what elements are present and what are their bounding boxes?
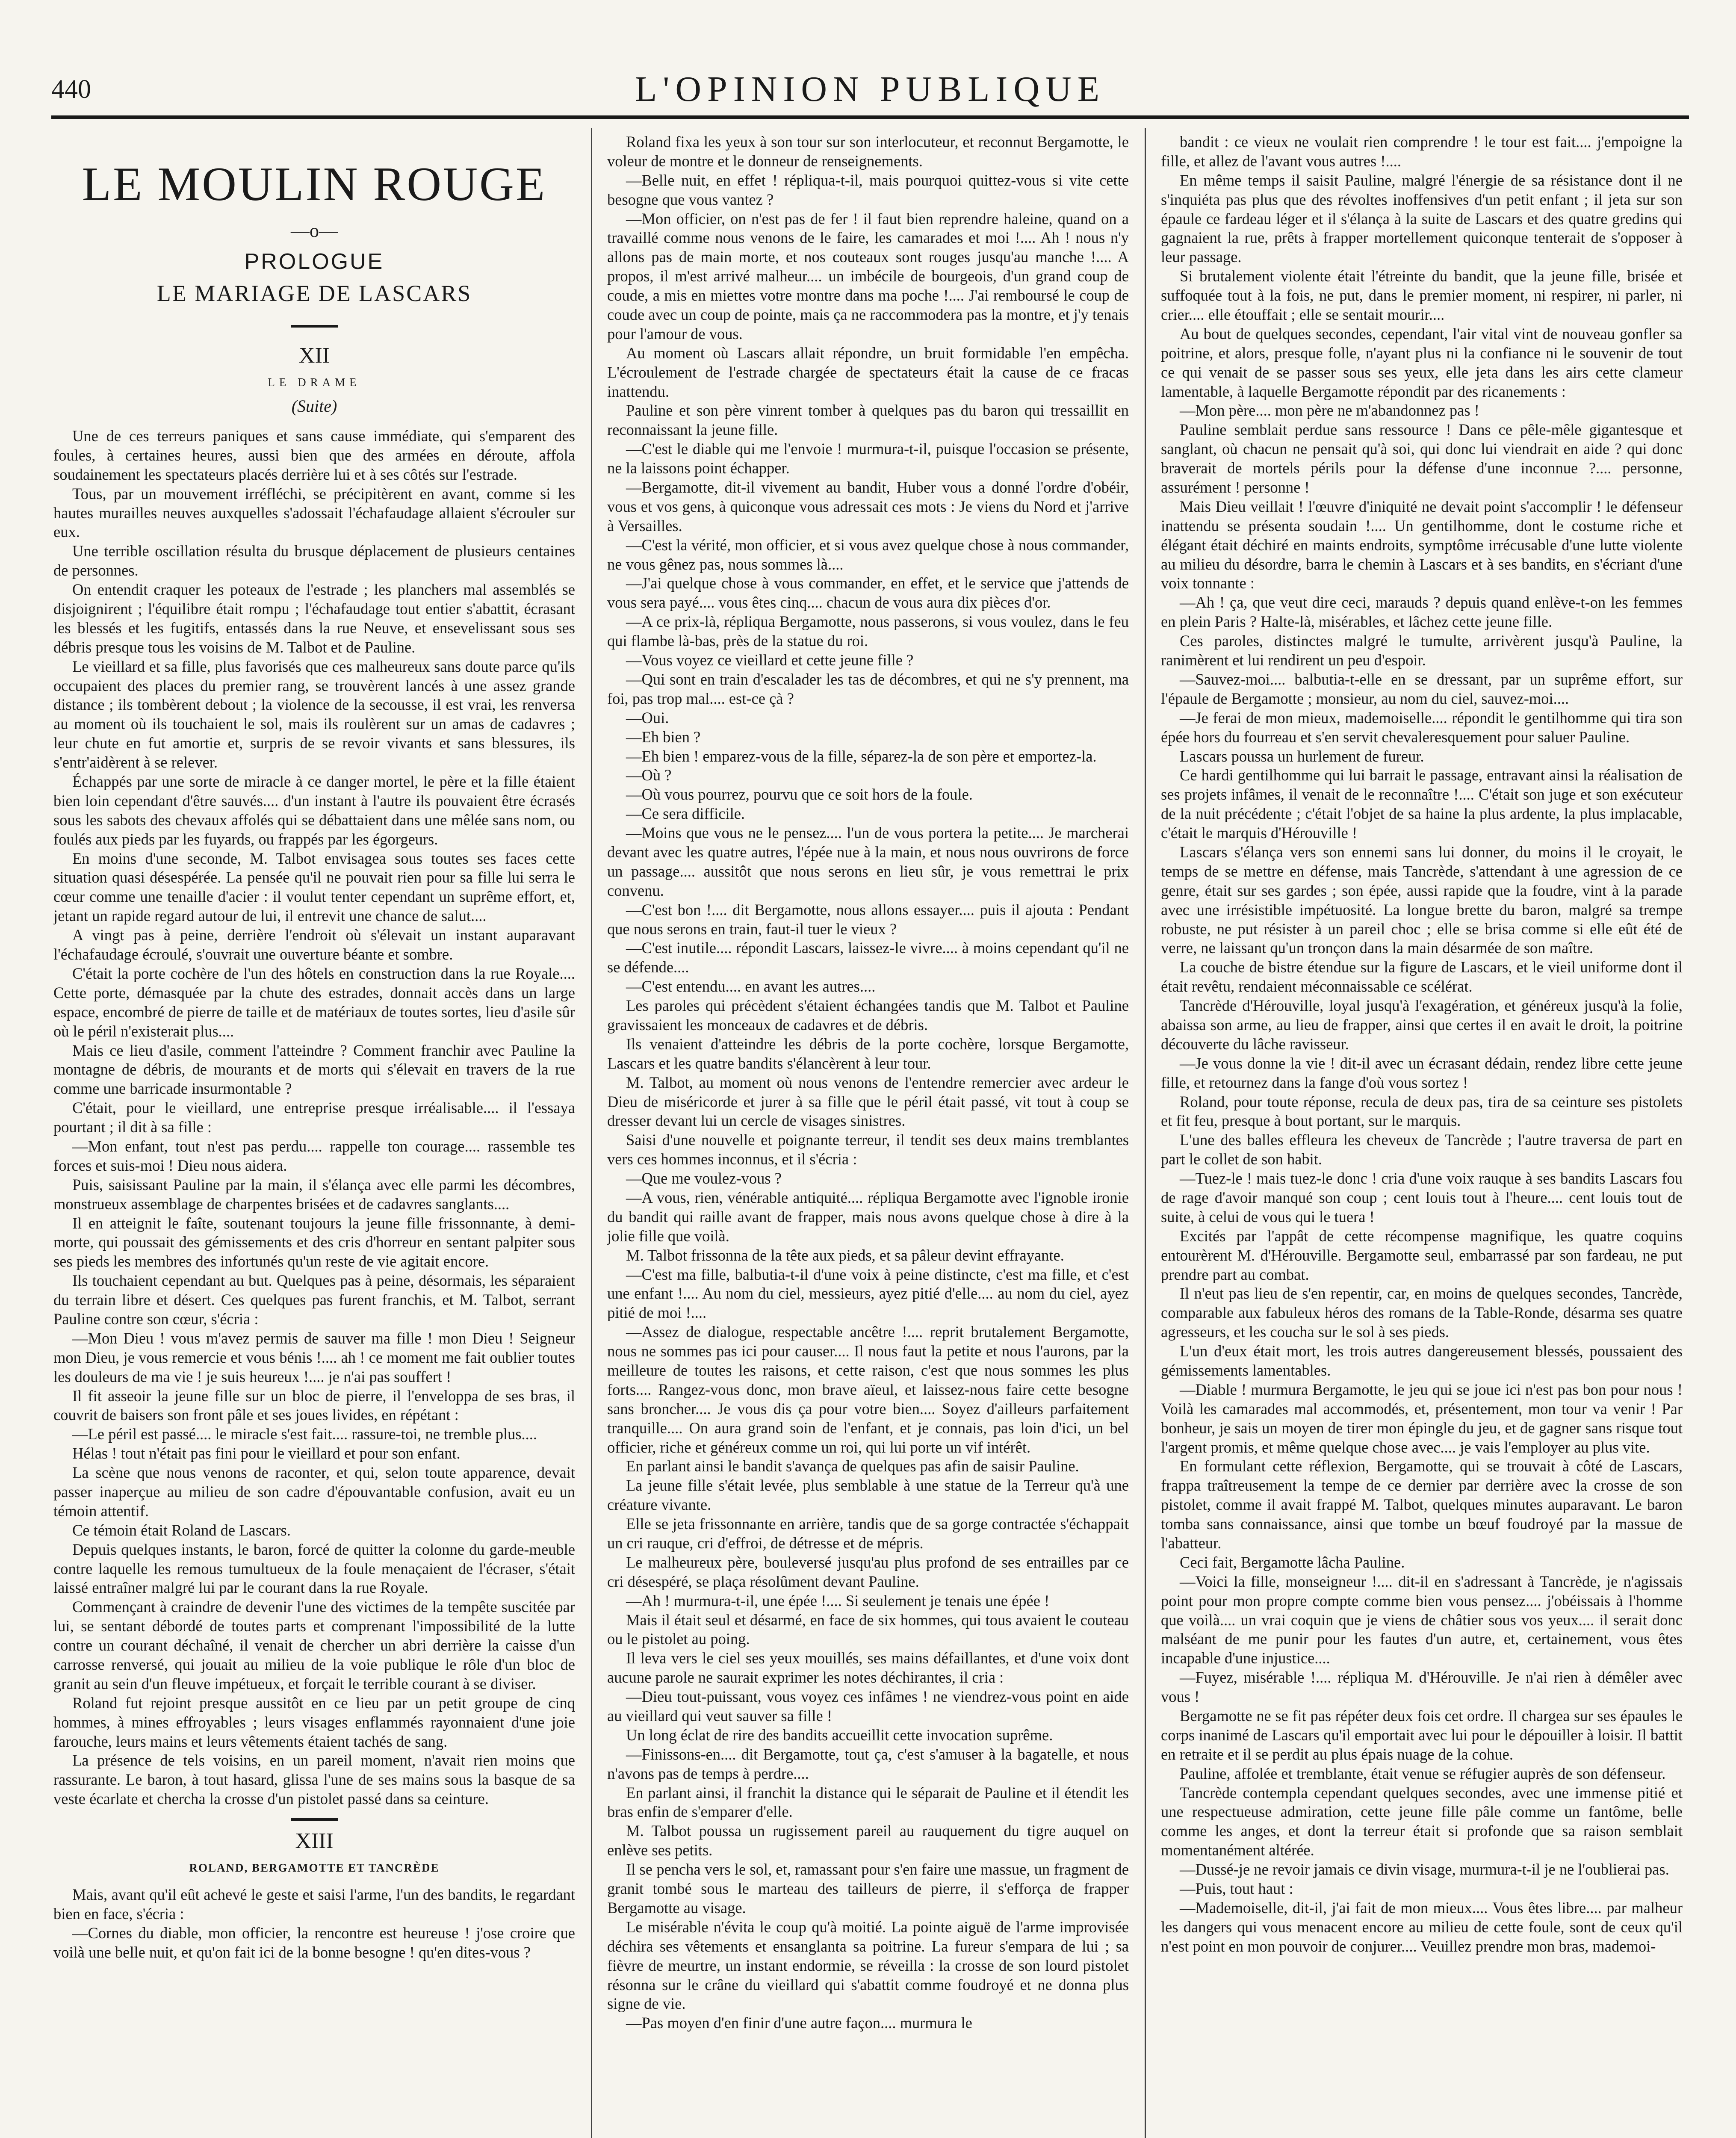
paragraph: —Pas moyen d'en finir d'une autre façon.... murmura le — [626, 2014, 972, 2032]
paragraph: La jeune fille s'était levée, plus semblable à une statue de la Terreur qu'à une créature vivante. — [607, 1477, 1129, 1514]
section-rule — [291, 325, 338, 328]
paragraph: En formulant cette réflexion, Bergamotte, qui se trouvait à côté de Lascars, frappa traîtreusement la tempe de ce dernier par derrière avec la crosse de son pistolet, comme il avait frappé M. Talbot, quelques minutes auparavant. Le baron tomba sans connaissance, ainsi que tombe un bœuf foudroyé par la massue de l'abatteur. — [1161, 1457, 1683, 1552]
page-header — [51, 64, 1689, 119]
paragraph: En moins d'une seconde, M. Talbot envisagea sous toutes ses faces cette situation quasi désespérée. La pensée qu'il ne pouvait rien pour sa fille lui serra le cœur comme une tenaille d'acier : il voulut tenter cependant un suprême effort, et, jetant un rapide regard autour de lui, il entrevit une chance de salut.... — [53, 849, 575, 925]
title-separator: —o— — [291, 220, 338, 242]
paragraph: Puis, saisissant Pauline par la main, il s'élança avec elle parmi les décombres, monstrueux assemblage de charpentes brisées et de cadavres sanglants.... — [53, 1175, 575, 1213]
paragraph: Lascars s'élança vers son ennemi sans lui donner, du moins il le croyait, le temps de se mettre en défense, mais Tancrède, s'attendant à une agression de ce genre, était sur ses gardes ; son épée, aussi rapide que la foudre, vint à la parade avec une irrésistible impétuosité. La longue brette du baron, malgré sa trempe robuste, ne put résister à un pareil choc ; elle se brisa comme si elle eût été de verre, ne laissant qu'un tronçon dans la main désarmée de son maître. — [1161, 843, 1683, 957]
paragraph: —Je ferai de mon mieux, mademoiselle.... répondit le gentilhomme qui tira son épée hors du fourreau et s'en servit chevaleresquement pour saluer Pauline. — [1161, 709, 1683, 746]
paragraph: Au moment où Lascars allait répondre, un bruit formidable l'en empêcha. L'écroulement de l'estrade chargée de spectateurs était la cause de ce fracas inattendu. — [607, 344, 1129, 400]
paragraph: —Bergamotte, dit-il vivement au bandit, Huber vous a donné l'ordre d'obéir, vous et vos gens, à quiconque vous adressait ces mots : Je viens du Nord et j'arrive à Versailles. — [607, 478, 1129, 534]
paragraph: —Mademoiselle, dit-il, j'ai fait de mon mieux.... Vous êtes libre.... par malheur les dangers qui vous menacent encore au milieu de cette foule, sont de ceux qu'il n'est point en mon pouvoir de conjurer.... Veuillez prendre mon bras, mademoi- — [1161, 1899, 1683, 1955]
paragraph: —C'est ma fille, balbutia-t-il d'une voix à peine distincte, c'est ma fille, et c'est une enfant !.... Au nom du ciel, messieurs, ayez pitié d'elle.... au nom du ciel, ayez pitié de moi !.... — [607, 1265, 1129, 1322]
paragraph: Mais ce lieu d'asile, comment l'atteindre ? Comment franchir avec Pauline la montagne de débris, de mourants et de morts qui s'élevait en travers de la rue comme une barricade insurmontable ? — [53, 1041, 575, 1098]
chapter-13-title: ROLAND, BERGAMOTTE ET TANCRÈDE — [189, 1861, 440, 1875]
paragraph: —Ah ! murmura-t-il, une épée !.... Si seulement je tenais une épée ! — [626, 1592, 1050, 1609]
paragraph: M. Talbot, au moment où nous venons de l'entendre remercier avec ardeur le Dieu de miséricorde et jurer à sa fille que le péril était passé, vit tout à coup se dresser devant lui un cercle de visages sinistres. — [607, 1073, 1129, 1130]
page-number: 440 — [51, 75, 91, 104]
paragraph: Une terrible oscillation résulta du brusque déplacement de plusieurs centaines de personnes. — [53, 542, 575, 579]
paragraph: Saisi d'une nouvelle et poignante terreur, il tendit ses deux mains tremblantes vers ces hommes inconnus, et il s'écria : — [607, 1131, 1129, 1168]
paragraph: —Vous voyez ce vieillard et cette jeune fille ? — [626, 651, 914, 669]
paragraph: —Tuez-le ! mais tuez-le donc ! cria d'une voix rauque à ses bandits Lascars fou de rage d'avoir manqué son coup ; cent louis tout à l'heure.... cent louis tout de suite, à celui de vous qui le tuera ! — [1161, 1169, 1683, 1226]
paragraph: —Le péril est passé.... le miracle s'est fait.... rassure-toi, ne tremble plus.... — [72, 1425, 537, 1443]
paragraph: En même temps il saisit Pauline, malgré l'énergie de sa résistance dont il ne s'inquiéta pas plus que des révoltes inoffensives d'un petit enfant ; il jeta sur son épaule ce fardeau léger et il s'élança à la suite de Lascars et des quatre gredins qui gagnaient la rue, prêts à frapper mortellement quiconque tenterait de s'opposer à leur passage. — [1161, 171, 1683, 266]
paragraph: Pauline et son père vinrent tomber à quelques pas du baron qui tressaillit en reconnaissant la jeune fille. — [607, 402, 1129, 439]
paragraph: Roland, pour toute réponse, recula de deux pas, tira de sa ceinture ses pistolets et fit feu, presque à bout portant, sur le marquis. — [1161, 1093, 1683, 1130]
paragraph: La scène que nous venons de raconter, et qui, selon toute apparence, devait passer inaperçue au milieu de son cadre d'épouvantable confusion, avait eu un témoin attentif. — [53, 1464, 575, 1520]
paragraph: Ces paroles, distinctes malgré le tumulte, arrivèrent jusqu'à Pauline, la ranimèrent et lui rendirent un peu d'espoir. — [1161, 632, 1683, 669]
paragraph: —Mon officier, on n'est pas de fer ! il faut bien reprendre haleine, quand on a travaillé comme nous venons de le faire, les camarades et moi !.... Ah ! nous n'y allons pas de main morte, et nos couteaux sont rouges jusqu'au manche !.... A propos, il m'est arrivé malheur.... un imbécile de bourgeois, d'un grand coup de coude, a mis en miettes votre montre dans ma poche !.... J'ai remboursé le coup de coude avec un coup de pointe, mais ça ne raccommodera pas la montre, et j'y tenais pour l'amour de vous. — [607, 210, 1129, 343]
paragraph: —Fuyez, misérable !.... répliqua M. d'Hérouville. Je n'ai rien à démêler avec vous ! — [1161, 1668, 1683, 1706]
paragraph: —Je vous donne la vie ! dit-il avec un écrasant dédain, rendez libre cette jeune fille, et retournez dans la fange d'où vous sortez ! — [1161, 1054, 1683, 1091]
paragraph: Le misérable n'évita le coup qu'à moitié. La pointe aiguë de l'arme improvisée déchira ses vêtements et ensanglanta sa poitrine. La fureur s'empara de lui ; sa fièvre de meurtre, un instant endormie, se réveilla : la crosse de son lourd pistolet résonna sur le crâne du vieillard qui s'abattit comme foudroyé et ne donna plus signe de vie. — [607, 1918, 1129, 2013]
paragraph: Il se pencha vers le sol, et, ramassant pour s'en faire une massue, un fragment de granit tombé sous le marteau des tailleurs de pierre, il s'efforça de frapper Bergamotte au visage. — [607, 1860, 1129, 1917]
paragraph: —C'est le diable qui me l'envoie ! murmura-t-il, puisque l'occasion se présente, ne la laissons point échapper. — [607, 440, 1129, 477]
paragraph: —Finissons-en.... dit Bergamotte, tout ça, c'est s'amuser à la bagatelle, et nous n'avons pas de temps à perdre.... — [607, 1745, 1129, 1782]
column-1 — [53, 133, 575, 2138]
paragraph: —Que me voulez-vous ? — [626, 1169, 782, 1187]
paragraph: Ils touchaient cependant au but. Quelques pas à peine, désormais, les séparaient du terrain libre et désert. Ces quelques pas furent franchis, et M. Talbot, serrant Pauline contre son cœur, s'écria : — [53, 1272, 575, 1328]
paragraph: —Ah ! ça, que veut dire ceci, marauds ? depuis quand enlève-t-on les femmes en plein Paris ? Halte-là, misérables, et lâchez cette jeune fille. — [1161, 594, 1683, 631]
column-2-body — [607, 133, 1129, 2033]
paragraph: Ce témoin était Roland de Lascars. — [72, 1521, 291, 1539]
paragraph: —A vous, rien, vénérable antiquité.... répliqua Bergamotte avec l'ignoble ironie du bandit qui raille avant de frapper, mais nous avons quelque chose à dire à la jolie fille que voilà. — [607, 1188, 1129, 1245]
paragraph: —Assez de dialogue, respectable ancêtre !.... reprit brutalement Bergamotte, nous ne sommes pas ici pour causer.... Il nous faut la petite et nous l'aurons, par la meilleure de toutes les raisons, et cette raison, c'est que nous sommes les plus forts.... Rangez-vous donc, mon brave aïeul, et laissez-nous faire cette besogne sans broncher.... Je vous dis ça pour votre bien.... Soyez d'ailleurs parfaitement tranquille.... On aura grand soin de l'enfant, et je connais, pas loin d'ici, un bel officier, riche et généreux comme un roi, qui lui porte un vif intérêt. — [607, 1323, 1129, 1456]
paragraph: —Cornes du diable, mon officier, la rencontre est heureuse ! j'ose croire que voilà une belle nuit, et qu'on fait ici de la bonne besogne ! qu'en dites-vous ? — [53, 1924, 575, 1961]
paragraph: —Puis, tout haut : — [1180, 1880, 1293, 1898]
article-subtitle: LE MARIAGE DE LASCARS — [156, 281, 472, 307]
paragraph: En parlant ainsi le bandit s'avança de quelques pas afin de saisir Pauline. — [626, 1457, 1079, 1475]
paragraph: Hélas ! tout n'était pas fini pour le vieillard et pour son enfant. — [72, 1444, 461, 1462]
paragraph: —Eh bien ! emparez-vous de la fille, séparez-la de son père et emportez-la. — [626, 747, 1097, 765]
paragraph: Il n'eut pas lieu de s'en repentir, car, en moins de quelques secondes, Tancrède, comparable aux fabuleux héros des romans de la Table-Ronde, désarma ses quatre agresseurs, et les coucha sur le sol à ses pieds. — [1161, 1285, 1683, 1341]
paragraph: On entendit craquer les poteaux de l'estrade ; les planchers mal assemblés se disjoignirent ; l'équilibre était rompu ; l'échafaudage tout entier s'abattit, écrasant les blessés et les fugitifs, entassés dans la rue Neuve, et ensevelissant sous ses débris presque tous les voisins de M. Talbot et de Pauline. — [53, 581, 575, 656]
paragraph: —C'est la vérité, mon officier, et si vous avez quelque chose à nous commander, ne vous gênez pas, nous sommes là.... — [607, 536, 1129, 573]
paragraph: —A ce prix-là, répliqua Bergamotte, nous passerons, si vous voulez, dans le feu qui flambe là-bas, près de la statue du roi. — [607, 613, 1129, 650]
chapter-12-title: LE DRAME — [268, 375, 361, 389]
paragraph: Roland fixa les yeux à son tour sur son interlocuteur, et reconnut Bergamotte, le voleur de montre et le donneur de renseignements. — [607, 133, 1129, 170]
paragraph: —Qui sont en train d'escalader les tas de décombres, et qui ne s'y prennent, ma foi, pas trop mal.... est-ce çà ? — [607, 670, 1129, 707]
paragraph: C'était la porte cochère de l'un des hôtels en construction dans la rue Royale.... Cette porte, démasquée par la chute des estrades, donnait accès dans un large espace, encombré de pierre de taille et de matériaux de toutes sortes, lieu d'asile sûr où le péril n'existerait plus.... — [53, 964, 575, 1040]
paragraph: Le vieillard et sa fille, plus favorisés que ces malheureux sans doute parce qu'ils occupaient des places du premier rang, se trouvèrent lancés à une assez grande distance ; ils tombèrent debout ; la violence de la secousse, il est vrai, les renversa au moment où ils touchaient le sol, mais ils roulèrent sur un amas de cadavres ; leur chute en fut amortie et, surpris de se revoir vivants et sans blessures, ils s'entr'aidèrent à se relever. — [53, 657, 575, 771]
paragraph: Au bout de quelques secondes, cependant, l'air vital vint de nouveau gonfler sa poitrine, et alors, presque folle, n'ayant plus ni la confiance ni le souvenir de tout ce qui venait de se passer sous ses yeux, elle jeta dans les airs cette clameur lamentable, à laquelle Bergamotte répondit par des ricanements : — [1161, 325, 1683, 400]
chapter-12-suite: (Suite) — [291, 396, 337, 416]
paragraph: Lascars poussa un hurlement de fureur. — [1180, 747, 1424, 765]
paragraph: Échappés par une sorte de miracle à ce danger mortel, le père et la fille étaient bien loin cependant d'être sauvés.... d'un instant à l'autre ils pouvaient être écrasés sous les sabots des chevaux affolés qui se débattaient dans une mêlée sans nom, ou foulés aux pieds par les fuyards, ou frappés par les égorgeurs. — [53, 773, 575, 848]
paragraph: En parlant ainsi, il franchit la distance qui le séparait de Pauline et il étendit les bras enfin de s'emparer d'elle. — [607, 1784, 1129, 1821]
paragraph: Elle se jeta frissonnante en arrière, tandis que de sa gorge contractée s'échappait un cri rauque, cri d'effroi, de détresse et de mépris. — [607, 1515, 1129, 1552]
prologue-heading: PROLOGUE — [244, 249, 384, 275]
paragraph: Il fit asseoir la jeune fille sur un bloc de pierre, il l'enveloppa de ses bras, il couvrit de baisers son front pâle et ses joues livides, en répétant : — [53, 1387, 575, 1424]
paragraph: Il leva vers le ciel ses yeux mouillés, ses mains défaillantes, et d'une voix dont aucune parole ne saurait exprimer les notes déchirantes, il cria : — [607, 1649, 1129, 1686]
paragraph: M. Talbot poussa un rugissement pareil au rauquement du tigre auquel on enlève ses petits. — [607, 1822, 1129, 1859]
paragraph: Ceci fait, Bergamotte lâcha Pauline. — [1180, 1553, 1405, 1571]
paragraph: —Belle nuit, en effet ! répliqua-t-il, mais pourquoi quittez-vous si vite cette besogne que vous vantez ? — [607, 171, 1129, 208]
paragraph: Depuis quelques instants, le baron, forcé de quitter la colonne du garde-meuble contre laquelle les remous tumultueux de la foule menaçaient de l'écraser, s'était laissé entraîner malgré lui par le courant dans la rue Royale. — [53, 1540, 575, 1597]
column-1-body — [53, 427, 575, 1809]
chapter-13-number: XIII — [295, 1829, 334, 1854]
paragraph: Il en atteignit le faîte, soutenant toujours la jeune fille frissonnante, à demi-morte, qui poussait des gémissements et des cris d'horreur en sentant palpiter sous ses pieds les membres des infortunés qu'un reste de vie agitait encore. — [53, 1214, 575, 1270]
paragraph: —Voici la fille, monseigneur !.... dit-il en s'adressant à Tancrède, je n'agissais point pour mon propre compte comme bien vous pensez.... j'obéissais à l'homme que voilà.... un vrai coquin que je viens de châtier sous vos yeux.... il serait donc malséant de me punir pour les fautes d'un autre, et, certainement, vous êtes incapable d'une injustice.... — [1161, 1572, 1683, 1667]
paragraph: Si brutalement violente était l'étreinte du bandit, que la jeune fille, brisée et suffoquée tout à la fois, ne put, dans le premier moment, ni respirer, ni parler, ni crier.... elle étouffait ; elle se sentait mourir.... — [1161, 267, 1683, 324]
paragraph: L'un d'eux était mort, les trois autres dangereusement blessés, poussaient des gémissements lamentables. — [1161, 1342, 1683, 1379]
paragraph: —C'est bon !.... dit Bergamotte, nous allons essayer.... puis il ajouta : Pendant que nous serons en train, faut-il tuer le vieux ? — [607, 901, 1129, 938]
paragraph: —Où vous pourrez, pourvu que ce soit hors de la foule. — [626, 786, 973, 803]
column-3 — [1161, 133, 1683, 2138]
paragraph: —Diable ! murmura Bergamotte, le jeu qui se joue ici n'est pas bon pour nous ! Voilà les camarades mal accommodés, et, présentement, mon tour va venir ! Par bonheur, je sais un moyen de tirer mon épingle du jeu, et de gagner sans risque tout l'argent promis, et même quelque chose avec.... je vais l'employer au plus vite. — [1161, 1380, 1683, 1456]
paragraph: Tous, par un mouvement irréfléchi, se précipitèrent en avant, comme si les hautes murailles neuves auxquelles s'adossait l'échafaudage allaient s'écrouler sur eux. — [53, 484, 575, 541]
paragraph: —Dieu tout-puissant, vous voyez ces infâmes ! ne viendrez-vous point en aide au vieillard qui veut sauver sa fille ! — [607, 1688, 1129, 1725]
paragraph: —Oui. — [626, 709, 669, 726]
paragraph: Pauline semblait perdue sans ressource ! Dans ce pêle-mêle gigantesque et sanglant, où chacun ne pensait qu'à soi, qui donc lui viendrait en aide ? qui donc braverait de mortels périls pour la défense d'une inconnue ?.... personne, assurément ! personne ! — [1161, 421, 1683, 496]
paragraph: Tancrède d'Hérouville, loyal jusqu'à l'exagération, et généreux jusqu'à la folie, abaissa son arme, au lieu de frapper, ainsi que certes il en avait le droit, la poitrine découverte du lâche ravisseur. — [1161, 997, 1683, 1053]
paragraph: M. Talbot frissonna de la tête aux pieds, et sa pâleur devint effrayante. — [626, 1246, 1064, 1264]
paragraph: Ce hardi gentilhomme qui lui barrait le passage, entravant ainsi la réalisation de ses projets infâmes, il venait de le reconnaître !.... C'était son juge et son exécuteur de la nuit précédente ; c'était l'objet de sa haine la plus ardente, la plus implacable, c'était le marquis d'Hérouville ! — [1161, 766, 1683, 842]
paragraph: Roland fut rejoint presque aussitôt en ce lieu par un petit groupe de cinq hommes, à mines effroyables ; leurs visages enflammés rayonnaient d'une joie farouche, leurs mains et leurs vêtements étaient tachés de sang. — [53, 1694, 575, 1750]
column-divider — [591, 128, 592, 2138]
paragraph: —Ce sera difficile. — [626, 805, 745, 823]
paragraph: —Sauvez-moi.... balbutia-t-elle en se dressant, par un suprême effort, sur l'épaule de Bergamotte ; monsieur, au nom du ciel, sauvez-moi.... — [1161, 670, 1683, 707]
paragraph: Excités par l'appât de cette récompense magnifique, les quatre coquins entourèrent M. d'Hérouville. Bergamotte seul, embarrassé par son fardeau, ne put prendre part au combat. — [1161, 1227, 1683, 1283]
paragraph: —C'est inutile.... répondit Lascars, laissez-le vivre.... à moins cependant qu'il ne se défende.... — [607, 939, 1129, 976]
paragraph: Bergamotte ne se fit pas répéter deux fois cet ordre. Il chargea sur ses épaules le corps inanimé de Lascars qu'il emportait avec lui pour le dépouiller à loisir. Il battit en retraite et il se perdit au plus épais nuage de la cohue. — [1161, 1707, 1683, 1763]
column-2 — [607, 133, 1129, 2138]
paragraph: Un long éclat de rire des bandits accueillit cette invocation suprême. — [626, 1726, 1053, 1744]
paragraph: Commençant à craindre de devenir l'une des victimes de la tempête suscitée par lui, se sentant débordé de toutes parts et comprenant l'impossibilité de la lutte contre un courant déchaîné, il venait de chercher un abri derrière la caisse d'un carrosse renversé, qui jouait au milieu de la voie publique le rôle d'un bloc de granit au sein d'un fleuve impétueux, et forçait le terrible courant à se diviser. — [53, 1598, 575, 1692]
section-rule — [291, 1818, 338, 1821]
paragraph: Pauline, affolée et tremblante, était venue se réfugier auprès de son défenseur. — [1180, 1764, 1666, 1782]
paragraph: —Mon père.... mon père ne m'abandonnez pas ! — [1180, 402, 1479, 419]
journal-title: L'OPINION PUBLIQUE — [635, 69, 1106, 109]
paragraph: Mais Dieu veillait ! l'œuvre d'iniquité ne devait point s'accomplir ! le défenseur inattendu se présenta soudain !.... Un gentilhomme, dont le costume riche et élégant était déchiré en maints endroits, symptôme irrécusable d'une lutte violente au milieu du désordre, barra le chemin à Lascars et à ses bandits, en s'écriant d'une voix tonnante : — [1161, 497, 1683, 592]
paragraph: Une de ces terreurs paniques et sans cause immédiate, qui s'emparent des foules, à certaines heures, aussi bien que des armées en déroute, affola soudainement les spectateurs placés derrière lui et à ses côtés sur l'estrade. — [53, 427, 575, 483]
paragraph: —Mon enfant, tout n'est pas perdu.... rappelle ton courage.... rassemble tes forces et suis-moi ! Dieu nous aidera. — [53, 1137, 575, 1174]
chapter-12-number: XII — [298, 343, 330, 368]
paragraph: —Dussé-je ne revoir jamais ce divin visage, murmura-t-il je ne l'oublierai pas. — [1180, 1860, 1669, 1878]
paragraph: Tancrède contempla cependant quelques secondes, avec une immense pitié et une respectueuse admiration, cette jeune fille pâle comme un fantôme, belle comme les anges, et dont la terreur était si profonde que sa raison semblait momentanément altérée. — [1161, 1784, 1683, 1859]
column-3-body — [1161, 133, 1683, 1956]
paragraph: Mais il était seul et désarmé, en face de six hommes, qui tous avaient le couteau ou le pistolet au poing. — [607, 1611, 1129, 1648]
paragraph: Le malheureux père, bouleversé jusqu'au plus profond de ses entrailles par ce cri désespéré, se plaça résolûment devant Pauline. — [607, 1553, 1129, 1590]
paragraph: Les paroles qui précèdent s'étaient échangées tandis que M. Talbot et Pauline gravissaient les monceaux de cadavres et de débris. — [607, 997, 1129, 1034]
paragraph: —Eh bien ? — [626, 728, 701, 746]
paragraph: C'était, pour le vieillard, une entreprise presque irréalisable.... il l'essaya pourtant ; il dit à sa fille : — [53, 1099, 575, 1136]
paragraph: bandit : ce vieux ne voulait rien comprendre ! le tour est fait.... j'empoigne la fille, et allez de l'avant vous autres !.... — [1161, 133, 1683, 170]
paragraph: La couche de bistre étendue sur la figure de Lascars, et le vieil uniforme dont il était revêtu, rendaient méconnaissable ce scélérat. — [1161, 958, 1683, 995]
paragraph: —J'ai quelque chose à vous commander, en effet, et le service que j'attends de vous sera payé.... vous êtes cinq.... chacun de vous aura dix pièces d'or. — [607, 574, 1129, 611]
column-1-end — [53, 1885, 575, 1962]
paragraph: —Mon Dieu ! vous m'avez permis de sauver ma fille ! mon Dieu ! Seigneur mon Dieu, je vous remercie et vous bénis !.... ah ! ce moment me fait oublier toutes les douleurs de ma vie ! je suis heureux !.... je n'ai pas souffert ! — [53, 1329, 575, 1385]
paragraph: La présence de tels voisins, en un pareil moment, n'avait rien moins que rassurante. Le baron, à tout hasard, glissa l'une de ses mains sous la basque de sa veste écarlate et chercha la crosse d'un pistolet passé dans sa ceinture. — [53, 1751, 575, 1808]
paragraph: Mais, avant qu'il eût achevé le geste et saisi l'arme, l'un des bandits, le regardant bien en face, s'écria : — [53, 1886, 575, 1923]
paragraph: —Moins que vous ne le pensez.... l'un de vous portera la petite.... Je marcherai devant avec les quatre autres, l'épée nue à la main, et nous nous ouvrirons de force un passage.... aussitôt que nous serons en lieu sûr, je vous remettrai le prix convenu. — [607, 824, 1129, 899]
paragraph: L'une des balles effleura les cheveux de Tancrède ; l'autre traversa de part en part le collet de son habit. — [1161, 1131, 1683, 1168]
paragraph: A vingt pas à peine, derrière l'endroit où s'élevait un instant auparavant l'échafaudage écroulé, s'ouvrait une ouverture béante et sombre. — [53, 926, 575, 963]
article-title: LE MOULIN ROUGE — [82, 158, 547, 211]
paragraph: —C'est entendu.... en avant les autres.... — [626, 977, 876, 995]
paragraph: Ils venaient d'atteindre les débris de la porte cochère, lorsque Bergamotte, Lascars et les quatre bandits s'élancèrent à leur tour. — [607, 1035, 1129, 1072]
paragraph: —Où ? — [626, 766, 672, 784]
column-divider — [1145, 128, 1146, 2138]
